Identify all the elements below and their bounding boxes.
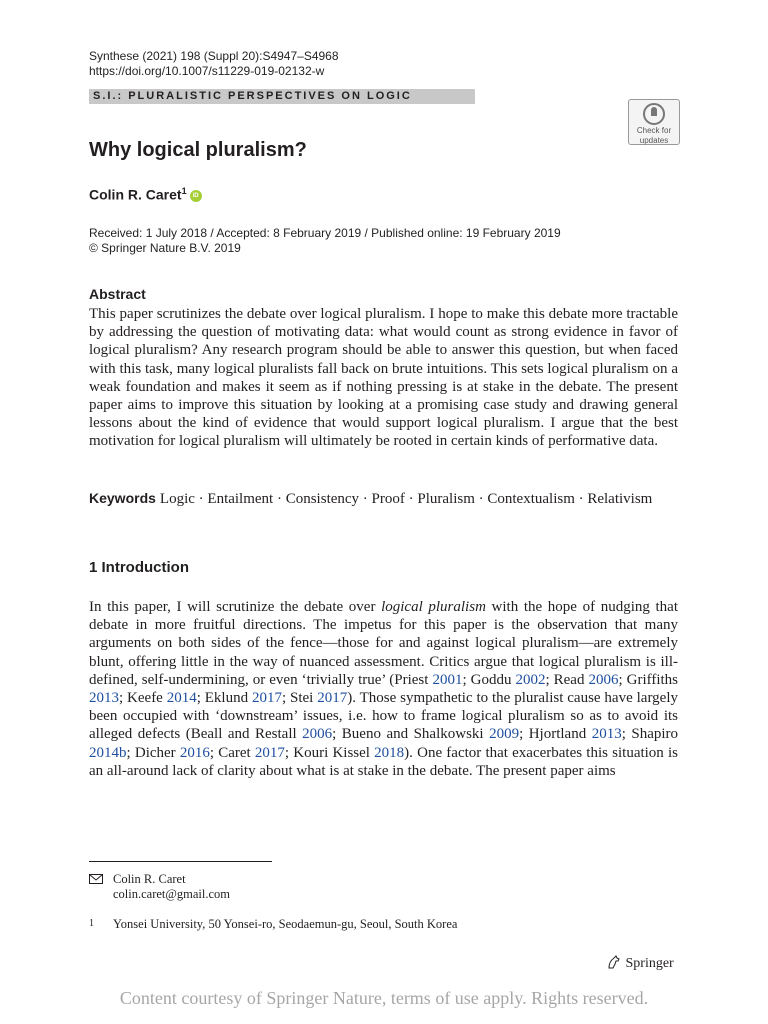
intro-text: ). One factor that exacerbates this situation is an all-around lack of clarity about what is at stake in the debate. The present paper aims xyxy=(89,744,679,779)
intro-text: In this paper, I will scrutinize the debate over xyxy=(89,599,382,615)
intro-text: ; Dicher xyxy=(126,744,180,761)
citation-link[interactable]: 2017 xyxy=(317,690,348,707)
intro-text: ; Eklund xyxy=(196,690,252,707)
intro-text: ; Griffiths xyxy=(618,671,679,688)
citation-link[interactable]: 2017 xyxy=(254,744,285,761)
intro-text: ). Those sympathetic to the pluralist cause have largely been occupied with ‘downstream’ issues, i.e. how to frame logical pluralism so as to avoid its alleged defects (Beall and Restall xyxy=(89,690,678,743)
citation-link[interactable]: 2016 xyxy=(179,744,210,761)
check-for-updates-icon xyxy=(643,103,665,125)
intro-text: ; Bueno and Shalkowski xyxy=(332,726,490,743)
citation-link[interactable]: 2006 xyxy=(302,726,333,743)
doi-link[interactable]: https://doi.org/10.1007/s11229-019-02132-w xyxy=(89,64,325,78)
citation-link[interactable]: 2014 xyxy=(166,690,197,707)
orcid-icon[interactable]: iD xyxy=(190,190,202,202)
section-heading: 1 Introduction xyxy=(89,559,189,576)
intro-text: ; Read xyxy=(545,671,589,688)
affiliation-number: 1 xyxy=(89,918,94,929)
publisher-logo xyxy=(606,955,674,972)
citation-link[interactable]: 2017 xyxy=(251,690,282,707)
abstract-text: This paper scrutinizes the debate over logical pluralism. I hope to make this debate more tractable by addressing the question of motivating data: what would count as strong evidence in favor of logical pluralism? Any research program should be able to answer this question, but when faced with this task, many logical pluralists fall back on brute intuitions. This sets logical pluralism on a weak foundation and makes it seem as if nothing pressing is at stake in the debate. The present paper aims to improve this situation by looking at a promising case study and drawing general lessons about the kind of evidence that would support logical pluralism. I argue that the best motivation for logical pluralism will ultimately be rooted in certain kinds of performative data. xyxy=(89,306,678,450)
citation-link[interactable]: 2018 xyxy=(374,744,405,761)
intro-text: with the hope of nudging that debate in more fruitful directions. The impetus for this paper is the observation that many arguments on both sides of the fence—those for and against logical pluralism—are extremely blunt, offering little in the way of nuanced assessment. Critics argue that logical pluralism is ill-defined, self-undermining, or even ‘trivially true’ (Priest xyxy=(89,599,679,688)
publisher-name: Springer xyxy=(625,956,674,971)
citation-link[interactable]: 2006 xyxy=(588,671,619,688)
intro-text: ; Shapiro xyxy=(621,726,679,743)
check-line2: updates xyxy=(639,136,669,145)
publication-dates xyxy=(89,226,561,256)
author-name: Colin R. Caret xyxy=(89,186,182,203)
intro-text: ; Caret xyxy=(209,744,255,761)
journal-info xyxy=(89,49,339,79)
intro-text: ; Stei xyxy=(281,690,318,707)
citation-link[interactable]: 2001 xyxy=(432,671,463,688)
footnote-divider xyxy=(89,861,272,862)
intro-text: ; Keefe xyxy=(119,690,167,707)
abstract-heading: Abstract xyxy=(89,286,146,302)
contact-email[interactable]: colin.caret@gmail.com xyxy=(113,887,231,901)
intro-paragraph xyxy=(89,598,678,780)
special-issue-label: S.I.: PLURALISTIC PERSPECTIVES ON LOGIC xyxy=(93,90,412,102)
citation-link[interactable]: 2013 xyxy=(89,690,119,707)
intro-italic: logical pluralism xyxy=(381,599,486,615)
keywords-label: Keywords xyxy=(89,490,156,506)
keywords-list: Logic · Entailment · Consistency · Proof · Pluralism · Contextualism · Relativism xyxy=(159,491,653,507)
citation-link[interactable]: 2014b xyxy=(89,744,127,761)
citation-link[interactable]: 2009 xyxy=(489,726,520,743)
dates-line: Received: 1 July 2018 / Accepted: 8 February 2019 / Published online: 19 February 2019 xyxy=(89,226,561,240)
intro-text: ; Hjortland xyxy=(519,726,592,743)
citation-link[interactable]: 2013 xyxy=(591,726,622,743)
affiliation-text: Yonsei University, 50 Yonsei-ro, Seodaemun-gu, Seoul, South Korea xyxy=(113,917,458,931)
contact-name: Colin R. Caret xyxy=(113,872,186,886)
courtesy-watermark: Content courtesy of Springer Nature, terms of use apply. Rights reserved. xyxy=(119,988,649,1008)
author-line xyxy=(89,186,202,203)
paper-title: Why logical pluralism? xyxy=(89,139,307,161)
copyright-line: © Springer Nature B.V. 2019 xyxy=(89,241,241,255)
check-line1: Check for xyxy=(636,126,672,135)
contact-block xyxy=(113,872,230,902)
citation-link[interactable]: 2002 xyxy=(515,671,546,688)
keywords xyxy=(89,489,678,508)
author-affil-mark: 1 xyxy=(181,186,187,196)
journal-citation: Synthese (2021) 198 (Suppl 20):S4947–S4968 xyxy=(89,49,339,63)
intro-text: ; Kouri Kissel xyxy=(284,744,375,761)
envelope-icon xyxy=(89,874,103,884)
intro-text: ; Goddu xyxy=(462,671,516,688)
springer-horse-icon xyxy=(606,955,622,969)
check-for-updates-badge[interactable] xyxy=(628,99,680,145)
